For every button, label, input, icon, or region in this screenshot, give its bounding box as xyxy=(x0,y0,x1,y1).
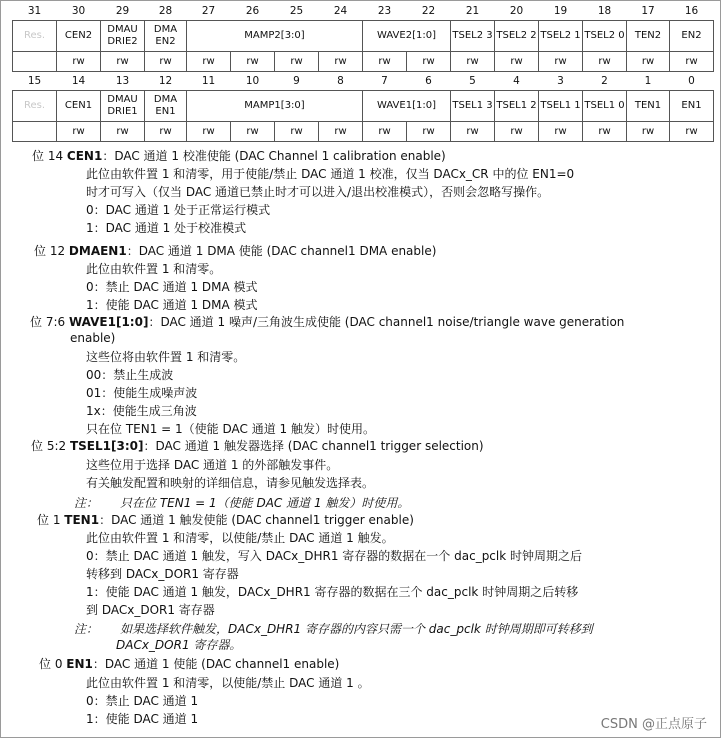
access-type: rw xyxy=(539,122,583,142)
bit-number: 1 xyxy=(644,75,652,87)
bit-number: 14 xyxy=(71,75,86,87)
bit-number: 2 xyxy=(601,75,608,87)
bit-number: 0 xyxy=(688,75,695,87)
access-type: rw xyxy=(670,122,714,142)
reserved-field: Res. xyxy=(13,91,57,122)
access-row xyxy=(13,52,714,72)
bit-number: 10 xyxy=(245,75,260,87)
bit-number: 21 xyxy=(465,5,480,17)
register-field: TSEL2 0 xyxy=(583,21,627,52)
access-type: rw xyxy=(583,122,627,142)
bit-number: 23 xyxy=(377,5,392,17)
bit-number: 18 xyxy=(597,5,612,17)
bit-number: 28 xyxy=(158,5,173,17)
bit-number: 26 xyxy=(245,5,260,17)
register-table-lower xyxy=(12,72,714,142)
access-type: rw xyxy=(57,122,101,142)
bit-number: 17 xyxy=(641,5,655,17)
access-type: rw xyxy=(231,52,275,72)
access-type xyxy=(13,52,57,72)
bit-number: 12 xyxy=(158,75,173,87)
register-table-upper xyxy=(12,2,714,72)
access-type: rw xyxy=(57,52,101,72)
access-type: rw xyxy=(670,52,714,72)
register-field: CEN2 xyxy=(57,21,101,52)
access-type: rw xyxy=(101,52,145,72)
register-field: MAMP1[3:0] xyxy=(187,91,363,122)
access-type: rw xyxy=(275,122,319,142)
register-field: WAVE2[1:0] xyxy=(363,21,451,52)
access-type: rw xyxy=(363,52,407,72)
register-field: TSEL2 1 xyxy=(539,21,583,52)
register-field: DMA EN1 xyxy=(145,91,187,122)
bit-number: 29 xyxy=(115,5,130,17)
bit-number: 19 xyxy=(553,5,568,17)
bit-number: 8 xyxy=(337,75,344,87)
desc-en1-heading: 位 0 EN1：DAC 通道 1 使能 (DAC channel1 enable) xyxy=(39,657,340,671)
access-type: rw xyxy=(145,52,187,72)
register-field: EN1 xyxy=(670,91,714,122)
access-type: rw xyxy=(627,52,670,72)
field-name-row xyxy=(13,91,714,122)
access-type xyxy=(13,122,57,142)
access-type: rw xyxy=(363,122,407,142)
access-type: rw xyxy=(101,122,145,142)
register-field: EN2 xyxy=(670,21,714,52)
bit-number: 15 xyxy=(27,75,42,87)
access-type: rw xyxy=(187,122,231,142)
register-field: DMAU DRIE1 xyxy=(101,91,145,122)
register-field: TSEL1 1 xyxy=(539,91,583,122)
desc-ten1-note-cont: DACx_DOR1 寄存器。 xyxy=(116,638,242,652)
access-type: rw xyxy=(539,52,583,72)
register-field: TSEL1 2 xyxy=(495,91,539,122)
access-type: rw xyxy=(187,52,231,72)
access-type: rw xyxy=(451,122,495,142)
desc-cen1-body: 此位由软件置 1 和清零，用于使能/禁止 DAC 通道 1 校准，仅当 DACx_CR 中的位 EN1=0 时才可写入（仅当 DAC 通道已禁止时才可以进入/退出校准模式），否则会忽略写操作。 0：DAC 通道 1 处于正常运行模式 1：DAC 通道 1 处于校准模式 xyxy=(86,167,575,235)
access-type: rw xyxy=(319,122,363,142)
access-type: rw xyxy=(275,52,319,72)
register-field: TEN2 xyxy=(627,21,670,52)
bit-number: 3 xyxy=(557,75,564,87)
watermark: CSDN @正点原子 xyxy=(600,717,707,732)
desc-cen1-heading: 位 14 CEN1：DAC 通道 1 校准使能 (DAC Channel 1 calibration enable) xyxy=(32,149,446,163)
desc-wave1-heading-cont: enable) xyxy=(70,331,116,345)
bit-number: 20 xyxy=(509,5,524,17)
access-type: rw xyxy=(319,52,363,72)
desc-tsel1-body: 这些位用于选择 DAC 通道 1 的外部触发事件。 有关触发配置和映射的详细信息，请参见触发选择表。 xyxy=(86,458,375,490)
register-field: TSEL1 3 xyxy=(451,91,495,122)
register-field: DMA EN2 xyxy=(145,21,187,52)
access-type: rw xyxy=(495,52,539,72)
desc-dmaen1-body: 此位由软件置 1 和清零。 0：禁止 DAC 通道 1 DMA 模式 1：使能 DAC 通道 1 DMA 模式 xyxy=(86,262,258,312)
register-field: TEN1 xyxy=(627,91,670,122)
desc-ten1-note: 注： 如果选择软件触发，DACx_DHR1 寄存器的内容只需一个 dac_pclk 时钟周期即可转移到 xyxy=(74,622,593,636)
register-field: DMAU DRIE2 xyxy=(101,21,145,52)
desc-dmaen1-heading: 位 12 DMAEN1：DAC 通道 1 DMA 使能 (DAC channel1 DMA enable) xyxy=(34,244,437,258)
access-row xyxy=(13,122,714,142)
bit-number: 7 xyxy=(381,75,388,87)
access-type: rw xyxy=(407,122,451,142)
register-field: TSEL1 0 xyxy=(583,91,627,122)
bit-number: 9 xyxy=(293,75,300,87)
bit-number: 16 xyxy=(684,5,699,17)
register-field: TSEL2 3 xyxy=(451,21,495,52)
desc-wave1-body: 这些位将由软件置 1 和清零。 00：禁止生成波 01：使能生成噪声波 1x：使能生成三角波 只在位 TEN1 = 1（使能 DAC 通道 1 触发）时使用。 xyxy=(86,350,375,436)
desc-tsel1-note: 注： 只在位 TEN1 = 1（使能 DAC 通道 1 触发）时使用。 xyxy=(74,496,410,510)
access-type: rw xyxy=(451,52,495,72)
bit-number: 22 xyxy=(421,5,436,17)
bit-number: 30 xyxy=(71,5,86,17)
reserved-field: Res. xyxy=(13,21,57,52)
bit-number: 4 xyxy=(513,75,520,87)
register-field: WAVE1[1:0] xyxy=(363,91,451,122)
desc-ten1-heading: 位 1 TEN1：DAC 通道 1 触发使能 (DAC channel1 trigger enable) xyxy=(37,513,414,527)
register-field: TSEL2 2 xyxy=(495,21,539,52)
bit-number: 11 xyxy=(201,75,216,87)
bit-number: 31 xyxy=(27,5,42,17)
bit-number: 6 xyxy=(425,75,432,87)
register-field: CEN1 xyxy=(57,91,101,122)
access-type: rw xyxy=(627,122,670,142)
access-type: rw xyxy=(231,122,275,142)
bit-number: 25 xyxy=(289,5,304,17)
access-type: rw xyxy=(583,52,627,72)
bit-number: 5 xyxy=(469,75,476,87)
access-type: rw xyxy=(495,122,539,142)
desc-wave1-heading: 位 7:6 WAVE1[1:0]：DAC 通道 1 噪声/三角波生成使能 (DAC channel1 noise/triangle wave generation xyxy=(30,315,625,329)
field-name-row xyxy=(13,21,714,52)
register-field: MAMP2[3:0] xyxy=(187,21,363,52)
access-type: rw xyxy=(145,122,187,142)
bit-number-row xyxy=(13,2,714,21)
bit-number: 27 xyxy=(201,5,216,17)
access-type: rw xyxy=(407,52,451,72)
desc-tsel1-heading: 位 5:2 TSEL1[3:0]：DAC 通道 1 触发器选择 (DAC channel1 trigger selection) xyxy=(31,439,484,453)
bit-number-row xyxy=(13,72,714,91)
bit-number: 13 xyxy=(115,75,130,87)
desc-en1-body: 此位由软件置 1 和清零，以使能/禁止 DAC 通道 1 。 0：禁止 DAC 通道 1 1：使能 DAC 通道 1 xyxy=(86,676,370,726)
bit-number: 24 xyxy=(333,5,348,17)
desc-ten1-body: 此位由软件置 1 和清零，以使能/禁止 DAC 通道 1 触发。 0：禁止 DAC 通道 1 触发，写入 DACx_DHR1 寄存器的数据在一个 dac_pclk 时钟周期之后 转移到 DACx_DOR1 寄存器 1：使能 DAC 通道 1 触发，DACx_DHR1 寄存器的数据在三个 dac_pclk 时钟周期之后转移 到 DACx_DOR1 寄存器 xyxy=(86,531,583,617)
